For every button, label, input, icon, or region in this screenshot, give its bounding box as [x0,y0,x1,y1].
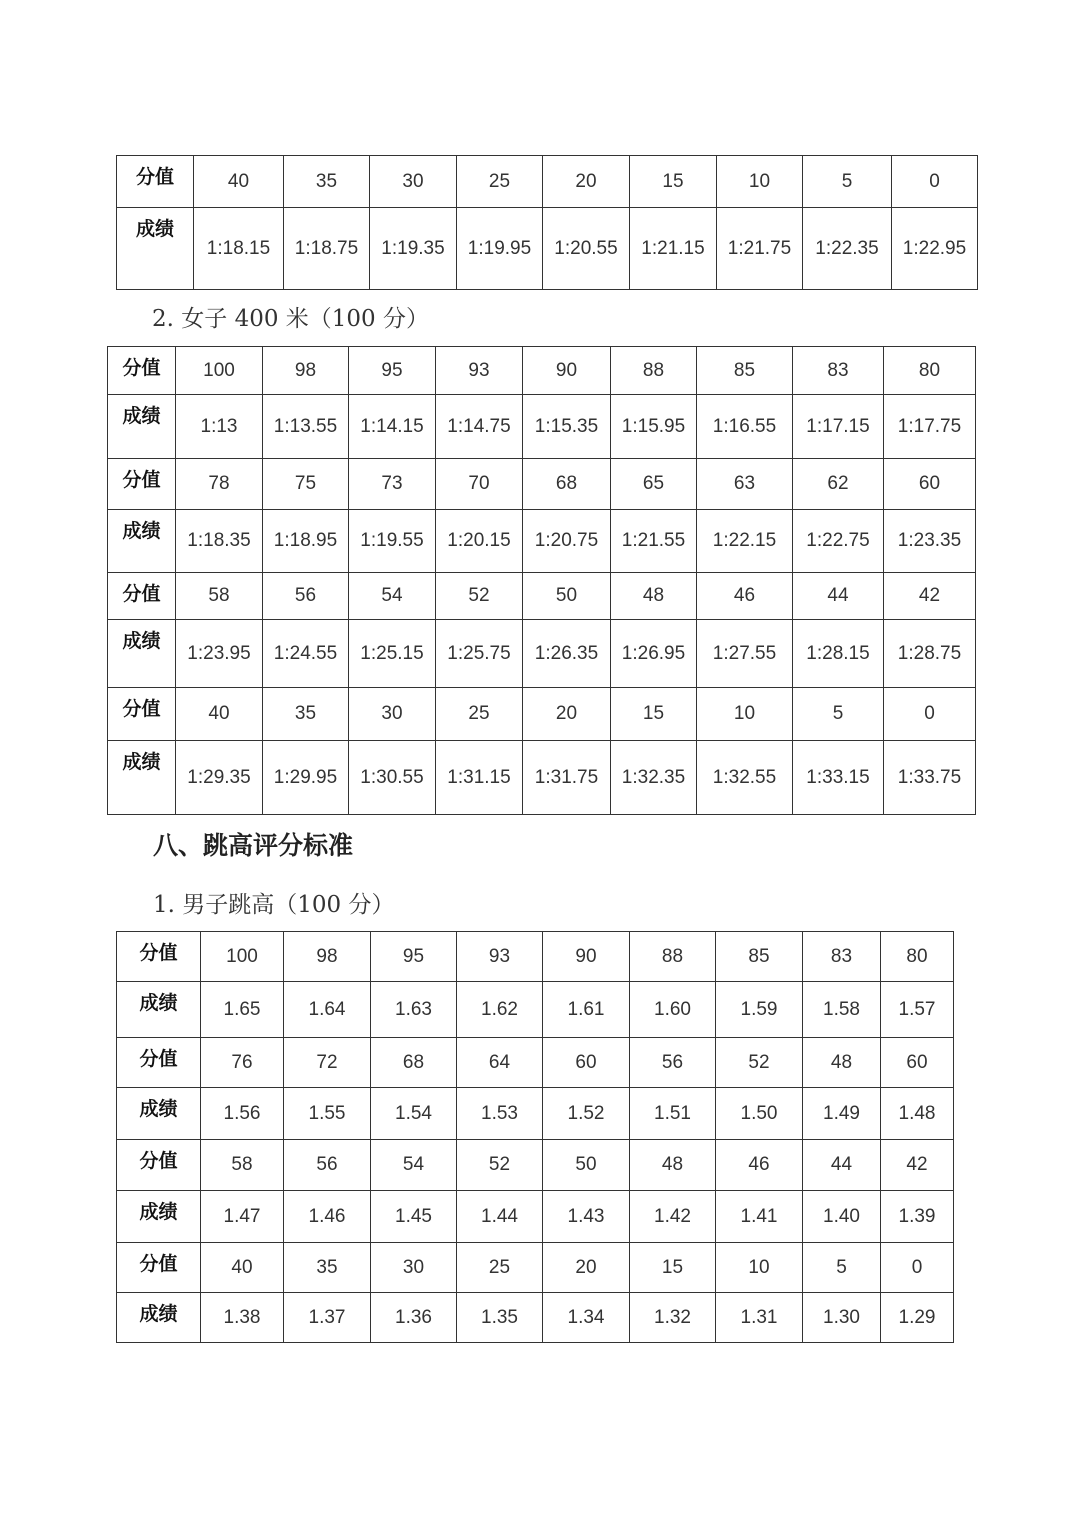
table-cell: 30 [370,156,457,208]
table-cell: 93 [436,347,523,395]
table-cell: 25 [457,156,543,208]
row-label: 分值 [108,347,176,395]
table-cell: 88 [611,347,697,395]
section-title-high-jump: 八、跳高评分标准 [153,831,354,860]
table-cell: 1.49 [803,1088,881,1140]
table-cell: 10 [697,688,793,741]
table-cell: 98 [284,932,371,982]
table-cell: 1.58 [803,982,881,1038]
table-cell: 0 [892,156,978,208]
table-cell: 63 [697,459,793,510]
table-cell: 100 [176,347,263,395]
table-cell: 5 [793,688,884,741]
table-cell: 1:29.35 [176,741,263,815]
table-cell: 1:33.75 [884,741,976,815]
table-cell: 1:18.75 [284,208,370,290]
row-label: 分值 [117,156,194,208]
table-cell: 15 [630,156,717,208]
table-cell: 30 [349,688,436,741]
table-cell: 1.42 [630,1191,716,1243]
table-cell: 52 [716,1038,803,1088]
row-label: 成绩 [108,741,176,815]
table-cell: 1.62 [457,982,543,1038]
table-cell: 98 [263,347,349,395]
table-cell: 1:14.15 [349,395,436,459]
table-cell: 1.36 [371,1293,457,1343]
table-cell: 10 [716,1243,803,1293]
table-cell: 50 [543,1140,630,1191]
table-cell: 1:22.35 [803,208,892,290]
row-label: 分值 [117,1038,201,1088]
table-cell: 1:19.35 [370,208,457,290]
table-cell: 1:25.75 [436,620,523,688]
row-label: 成绩 [108,395,176,459]
table-cell: 1:31.15 [436,741,523,815]
table-cell: 46 [716,1140,803,1191]
score-value-row [117,1038,954,1088]
result-row [108,741,976,815]
table-cell: 60 [543,1038,630,1088]
row-label: 成绩 [117,1293,201,1343]
table-cell: 1.39 [881,1191,954,1243]
table-cell: 25 [457,1243,543,1293]
heading-men-high-jump: 1. 男子跳高（100 分） [153,892,395,918]
row-label: 成绩 [117,1191,201,1243]
table-cell: 1.50 [716,1088,803,1140]
table-cell: 60 [884,459,976,510]
table-cell: 1.37 [284,1293,371,1343]
table-cell: 5 [803,1243,881,1293]
table-cell: 1.46 [284,1191,371,1243]
score-value-row [117,1140,954,1191]
table-cell: 93 [457,932,543,982]
table-cell: 1:18.35 [176,510,263,573]
row-label: 分值 [117,932,201,982]
result-row [117,1088,954,1140]
table-cell: 1:26.95 [611,620,697,688]
table-cell: 1:18.95 [263,510,349,573]
row-label: 成绩 [117,208,194,290]
table-cell: 54 [371,1140,457,1191]
heading-women-400m: 2. 女子 400 米（100 分） [152,306,429,332]
row-label: 分值 [117,1140,201,1191]
table-cell: 30 [371,1243,457,1293]
table-cell: 58 [176,573,263,620]
table-cell: 1:20.55 [543,208,630,290]
table-cell: 1.56 [201,1088,284,1140]
table-cell: 1.64 [284,982,371,1038]
result-row [108,395,976,459]
table-cell: 1:22.95 [892,208,978,290]
table-cell: 1:30.55 [349,741,436,815]
table-cell: 1:28.15 [793,620,884,688]
table-cell: 1.54 [371,1088,457,1140]
table-400m-continued [116,155,978,290]
table-cell: 48 [630,1140,716,1191]
table-cell: 1:25.15 [349,620,436,688]
row-label: 分值 [108,459,176,510]
table-cell: 80 [881,932,954,982]
result-row [108,510,976,573]
row-label: 成绩 [108,510,176,573]
table-cell: 15 [630,1243,716,1293]
table-cell: 25 [436,688,523,741]
score-value-row [108,688,976,741]
table-cell: 1:20.15 [436,510,523,573]
row-label: 成绩 [108,620,176,688]
table-cell: 1:14.75 [436,395,523,459]
table-cell: 15 [611,688,697,741]
table-cell: 10 [717,156,803,208]
row-label: 分值 [117,1243,201,1293]
table-cell: 80 [884,347,976,395]
table-cell: 20 [543,1243,630,1293]
table-cell: 1:22.75 [793,510,884,573]
table-cell: 95 [371,932,457,982]
table-cell: 0 [884,688,976,741]
table-cell: 68 [523,459,611,510]
table-women-400m [107,346,976,815]
table-cell: 1.31 [716,1293,803,1343]
table-cell: 70 [436,459,523,510]
result-row [117,1191,954,1243]
row-label: 成绩 [117,1088,201,1140]
table-cell: 1.38 [201,1293,284,1343]
table-cell: 90 [543,932,630,982]
table-cell: 68 [371,1038,457,1088]
score-value-row [117,156,978,208]
table-cell: 73 [349,459,436,510]
table-cell: 1.55 [284,1088,371,1140]
table-cell: 20 [543,156,630,208]
result-row [117,982,954,1038]
row-label: 分值 [108,573,176,620]
table-cell: 1:20.75 [523,510,611,573]
table-cell: 1:33.15 [793,741,884,815]
score-value-row [108,573,976,620]
score-value-row [108,347,976,395]
table-cell: 1.52 [543,1088,630,1140]
table-cell: 48 [611,573,697,620]
table-cell: 1:26.35 [523,620,611,688]
table-cell: 20 [523,688,611,741]
table-cell: 1:19.95 [457,208,543,290]
table-cell: 35 [284,1243,371,1293]
table-cell: 44 [803,1140,881,1191]
table-cell: 1:17.15 [793,395,884,459]
table-cell: 1:16.55 [697,395,793,459]
table-cell: 1.59 [716,982,803,1038]
table-cell: 1.30 [803,1293,881,1343]
table-cell: 1:21.75 [717,208,803,290]
table-cell: 1:21.55 [611,510,697,573]
table-cell: 88 [630,932,716,982]
table-cell: 1:24.55 [263,620,349,688]
table-cell: 1.44 [457,1191,543,1243]
table-cell: 58 [201,1140,284,1191]
table-cell: 56 [284,1140,371,1191]
table-cell: 35 [284,156,370,208]
table-cell: 78 [176,459,263,510]
result-row [117,1293,954,1343]
table-cell: 1:28.75 [884,620,976,688]
table-cell: 85 [716,932,803,982]
score-value-row [117,1243,954,1293]
table-cell: 72 [284,1038,371,1088]
table-cell: 60 [881,1038,954,1088]
table-cell: 40 [176,688,263,741]
table-cell: 1:15.95 [611,395,697,459]
result-row [108,620,976,688]
table-cell: 1.45 [371,1191,457,1243]
table-cell: 1.61 [543,982,630,1038]
score-value-row [108,459,976,510]
table-cell: 1.40 [803,1191,881,1243]
table-cell: 1:17.75 [884,395,976,459]
table-cell: 95 [349,347,436,395]
table-cell: 40 [201,1243,284,1293]
table-men-high-jump [116,931,954,1343]
table-cell: 52 [457,1140,543,1191]
table-cell: 1.48 [881,1088,954,1140]
table-cell: 46 [697,573,793,620]
table-cell: 100 [201,932,284,982]
table-cell: 62 [793,459,884,510]
table-cell: 1:23.35 [884,510,976,573]
table-cell: 83 [793,347,884,395]
table-cell: 1:21.15 [630,208,717,290]
table-cell: 1:29.95 [263,741,349,815]
result-row [117,208,978,290]
table-cell: 1.51 [630,1088,716,1140]
table-cell: 42 [881,1140,954,1191]
table-cell: 44 [793,573,884,620]
table-cell: 1:27.55 [697,620,793,688]
table-cell: 1.43 [543,1191,630,1243]
table-cell: 56 [263,573,349,620]
table-cell: 1.35 [457,1293,543,1343]
table-cell: 90 [523,347,611,395]
table-cell: 85 [697,347,793,395]
table-cell: 50 [523,573,611,620]
table-cell: 1:23.95 [176,620,263,688]
table-cell: 1:31.75 [523,741,611,815]
table-cell: 0 [881,1243,954,1293]
table-cell: 1.60 [630,982,716,1038]
table-cell: 1.57 [881,982,954,1038]
table-cell: 54 [349,573,436,620]
table-cell: 1:32.55 [697,741,793,815]
table-cell: 1.41 [716,1191,803,1243]
table-cell: 5 [803,156,892,208]
table-cell: 83 [803,932,881,982]
table-cell: 1.34 [543,1293,630,1343]
table-cell: 40 [194,156,284,208]
table-cell: 1.53 [457,1088,543,1140]
table-cell: 56 [630,1038,716,1088]
table-cell: 1.32 [630,1293,716,1343]
table-cell: 1.29 [881,1293,954,1343]
table-cell: 1:22.15 [697,510,793,573]
table-cell: 1:13.55 [263,395,349,459]
table-cell: 65 [611,459,697,510]
table-cell: 1:32.35 [611,741,697,815]
row-label: 分值 [108,688,176,741]
table-cell: 1.47 [201,1191,284,1243]
table-cell: 1:13 [176,395,263,459]
table-cell: 1:19.55 [349,510,436,573]
table-cell: 76 [201,1038,284,1088]
table-cell: 75 [263,459,349,510]
score-value-row [117,932,954,982]
row-label: 成绩 [117,982,201,1038]
table-cell: 1.63 [371,982,457,1038]
table-cell: 48 [803,1038,881,1088]
table-cell: 1.65 [201,982,284,1038]
table-cell: 1:18.15 [194,208,284,290]
table-cell: 1:15.35 [523,395,611,459]
table-cell: 35 [263,688,349,741]
table-cell: 42 [884,573,976,620]
table-cell: 64 [457,1038,543,1088]
table-cell: 52 [436,573,523,620]
